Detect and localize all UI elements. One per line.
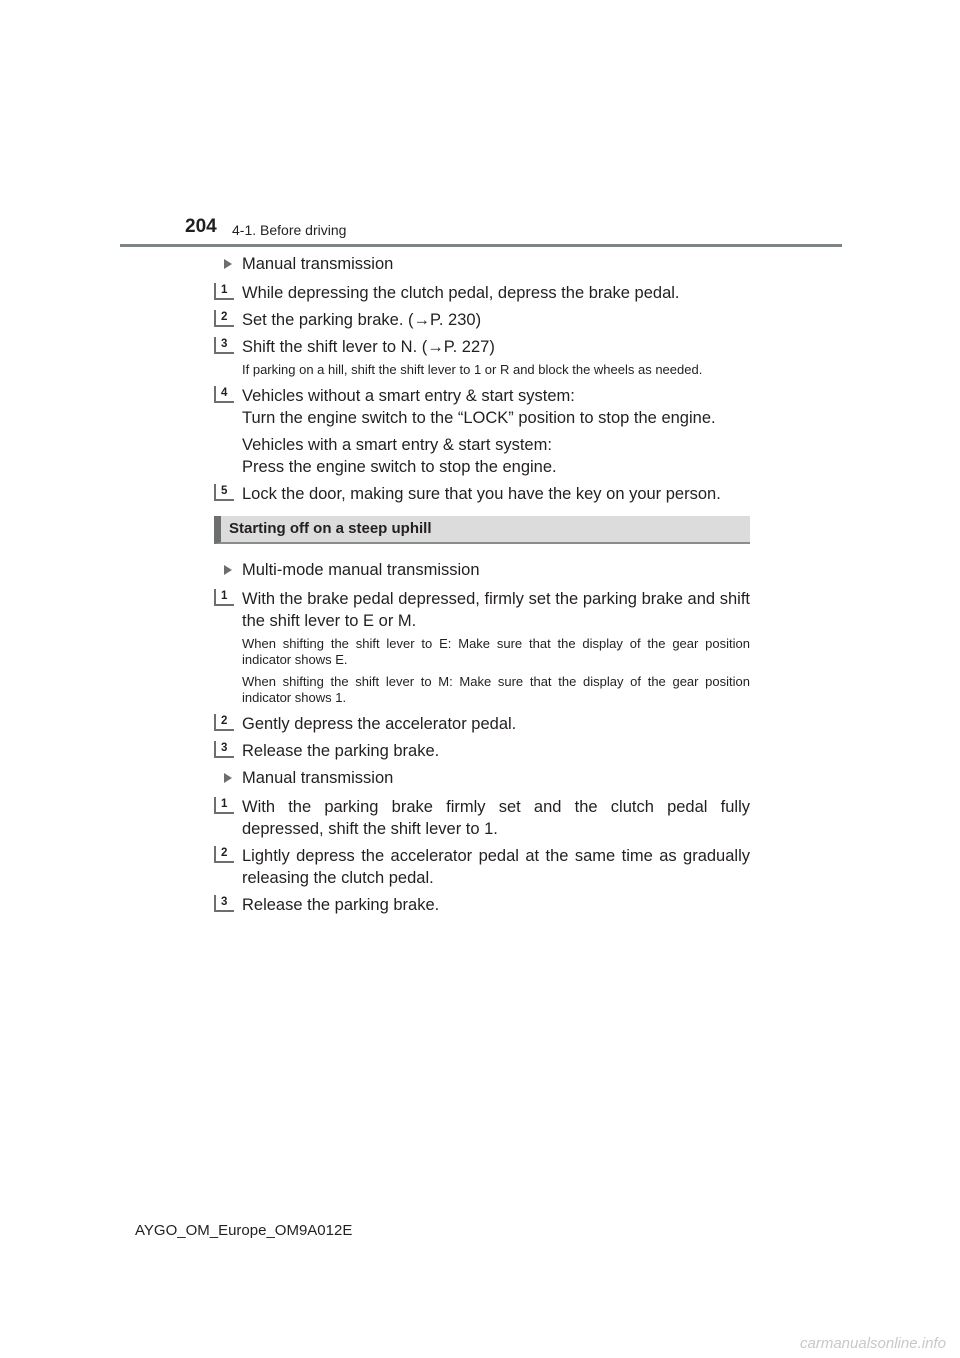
step-4-alternative [214,434,750,478]
footer-doc-code: AYGO_OM_Europe_OM9A012E [135,1222,353,1239]
header-rule [120,244,842,247]
step-text: Shift the shift lever to N. (→P. 227) [242,338,495,356]
subhead-multi-mode [214,559,750,581]
page-number: 204 [185,216,217,237]
step-number-icon: 3 [214,337,234,354]
step-number-icon: 1 [214,283,234,300]
step-note: When shifting the shift lever to M: Make sure that the display of the gear position indicator shows 1. [242,674,750,705]
step-text: With the parking brake firmly set and the clutch pedal fully depressed, shift the shift lever to 1. [242,798,750,838]
step-3 [214,336,750,358]
step-3 [214,894,750,916]
step-1 [214,588,750,632]
step-4 [214,385,750,429]
subhead-label: Manual transmission [242,255,394,273]
subhead-label: Multi-mode manual transmission [242,561,480,579]
para-line: Press the engine switch to stop the engine. [242,458,557,476]
step-2 [214,309,750,331]
para-line: Vehicles with a smart entry & start system: [242,436,552,454]
step-2 [214,713,750,735]
step-2 [214,845,750,889]
step-number-icon: 4 [214,386,234,403]
step-number-icon: 2 [214,714,234,731]
step-text: With the brake pedal depressed, firmly set the parking brake and shift the shift lever to E or M. [242,590,750,630]
banner-title: Starting off on a steep uphill [229,520,432,537]
triangle-bullet-icon [224,773,232,783]
step-text-line: Turn the engine switch to the “LOCK” position to stop the engine. [242,409,716,427]
page-content [214,253,750,921]
step-text: Set the parking brake. (→P. 230) [242,311,482,329]
step-5 [214,483,750,505]
step-number-icon: 1 [214,589,234,606]
step-number-icon: 3 [214,895,234,912]
section-banner [214,516,750,544]
step-3 [214,740,750,762]
step-text: Release the parking brake. [242,742,440,760]
section-title: 4-1. Before driving [232,222,347,238]
step-note: If parking on a hill, shift the shift lever to 1 or R and block the wheels as needed. [242,362,703,377]
step-text-line: Vehicles without a smart entry & start system: [242,387,575,405]
step-note: When shifting the shift lever to E: Make sure that the display of the gear position indicator shows E. [242,636,750,667]
step-number-icon: 2 [214,310,234,327]
step-number-icon: 3 [214,741,234,758]
subhead-manual-transmission [214,767,750,789]
step-number-icon: 5 [214,484,234,501]
step-number-icon: 1 [214,797,234,814]
step-text: Gently depress the accelerator pedal. [242,715,517,733]
subhead-manual-transmission [214,253,750,275]
step-text: While depressing the clutch pedal, depress the brake pedal. [242,284,680,302]
watermark: carmanualsonline.info [800,1335,946,1352]
step-text: Lightly depress the accelerator pedal at the same time as gradually releasing the clutch pedal. [242,847,750,887]
step-1 [214,282,750,304]
triangle-bullet-icon [224,565,232,575]
triangle-bullet-icon [224,259,232,269]
step-1 [214,796,750,840]
step-text: Lock the door, making sure that you have the key on your person. [242,485,721,503]
step-text: Release the parking brake. [242,896,440,914]
subhead-label: Manual transmission [242,769,394,787]
step-number-icon: 2 [214,846,234,863]
